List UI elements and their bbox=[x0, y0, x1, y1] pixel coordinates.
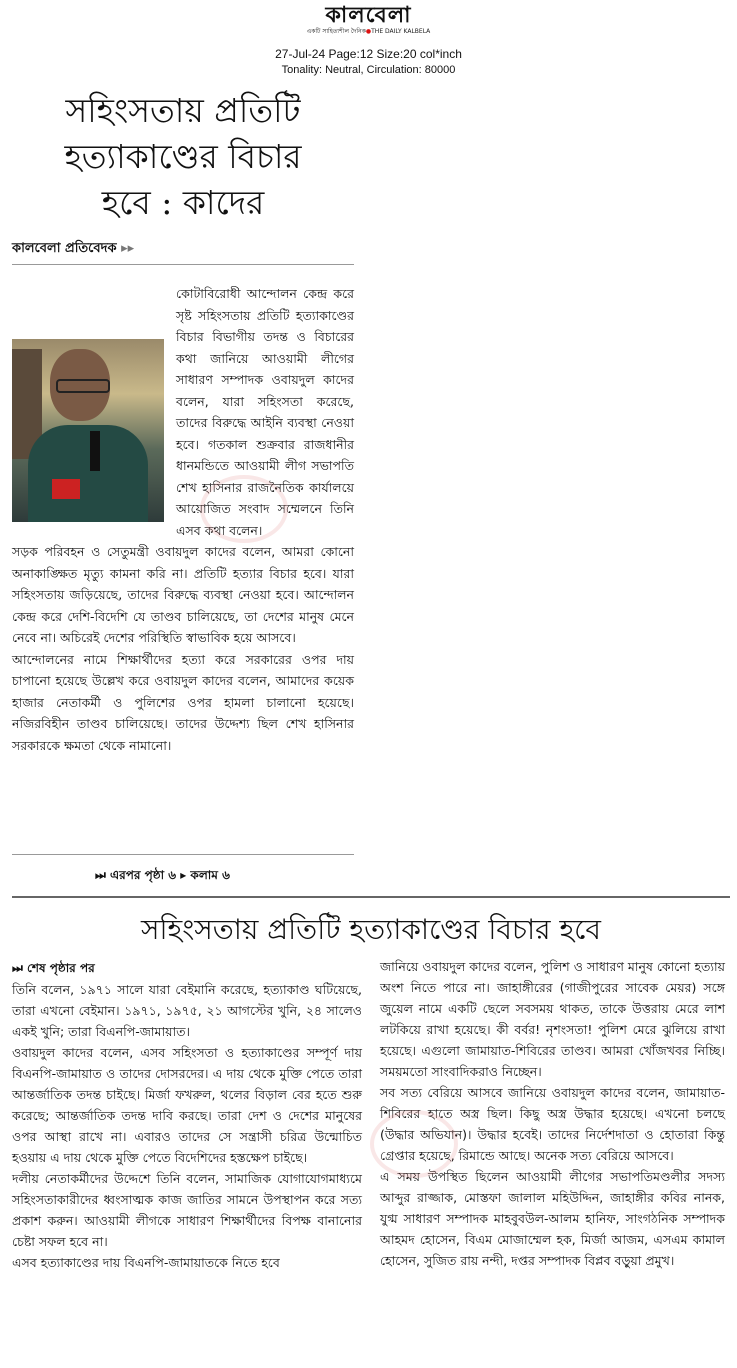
article-paragraph: আন্দোলনের নামে শিক্ষার্থীদের হত্যা করে সরকারের ওপর দায় চাপানো হয়েছে উল্লেখ করে ওবায়দুল কাদের বলেন, আমাদের কয়েক হাজার নেতাকর্মী ও পুলিশের ওপর হামলা চালানো হয়েছে। নজিরবিহীন তাণ্ডব চালিয়েছে। তাদের উদ্দেশ্য ছিল শেখ হাসিনার সরকারকে ক্ষমতা থেকে নামানো। bbox=[12, 651, 354, 753]
masthead bbox=[0, 2, 737, 36]
clipping-meta-line2: Tonality: Neutral, Circulation: 80000 bbox=[281, 64, 456, 76]
continued-on-label: ⏭ এরপর পৃষ্ঠা ৬ ▸ কলাম ৬ bbox=[95, 868, 230, 882]
newspaper-tagline: একটি সাহিত্যশীল দৈনিক●THE DAILY KALBELA bbox=[306, 28, 431, 35]
byline-divider bbox=[12, 264, 354, 265]
article-headline: সহিংসতায় প্রতিটি হত্যাকাণ্ডের বিচার হবে : কাদের bbox=[64, 91, 302, 222]
article-paragraph: সড়ক পরিবহন ও সেতুমন্ত্রী ওবায়দুল কাদের বলেন, আমরা কোনো অনাকাঙ্ক্ষিত মৃত্যু কামনা করি না। প্রতিটি হত্যার বিচার হবে। যারা সহিংসতায় জড়িয়েছে, তাদের বিরুদ্ধে ব্যবস্থা নেওয়া হবে। আন্দোলন কেন্দ্র করে দেশি-বিদেশি যে তাণ্ডব চালিয়েছে, তা দেশের মানুষ মেনে নেবে না। অচিরেই দেশের পরিস্থিতি স্বাভাবিক হয়ে আসবে। bbox=[12, 544, 354, 645]
continuation-paragraph: দলীয় নেতাকর্মীদের উদ্দেশে তিনি বলেন, সামাজিক যোগাযোগমাধ্যমে সহিংসতাকারীদের ধ্বংসাত্মক কাজ জাতির সামনে উপস্থাপন করে সত্য প্রকাশ করুন। আওয়ামী লীগকে সাধারণ শিক্ষার্থীদের বিপক্ষ বানানোর চেষ্টা সফল হবে না। bbox=[12, 1171, 362, 1249]
continuation-paragraph: জানিয়ে ওবায়দুল কাদের বলেন, পুলিশ ও সাধারণ মানুষ কোনো হত্যায় অংশ নিতে পারে না। জাহাঙ্গীরের (গাজীপুরের সাবেক মেয়র) সঙ্গে জুয়েল নামে একটি ছেলে সবসময় থাকত, তাকে উত্তরায় মেরে লাশ লটকিয়ে রাখা হয়েছে। কী বর্বর! নৃশংসতা! পুলিশ মেরে ঝুলিয়ে রাখা হয়েছে। এগুলো জামায়াত-শিবিরের তাণ্ডব। আমরা খোঁজখবর নিচ্ছি। সময়মতো সাংবাদিকরাও নিচ্ছেন। bbox=[380, 959, 725, 1079]
continued-divider-top bbox=[12, 854, 354, 855]
continuation-paragraph: তিনি বলেন, ১৯৭১ সালে যারা বেইমানি করেছে, হত্যাকাণ্ড ঘটিয়েছে, তারা এখনো বেইমান। ১৯৭১, ১৯৭৫, ২১ আগস্টের খুনি, ২৪ সালেও একই খুনি; তারা বিএনপি-জামায়াত। bbox=[12, 982, 362, 1039]
continuation-headline: সহিংসতায় প্রতিটি হত্যাকাণ্ডের বিচার হবে bbox=[140, 913, 601, 946]
watermark-logo bbox=[200, 475, 288, 543]
continuation-paragraph: এ সময় উপস্থিত ছিলেন আওয়ামী লীগের সভাপতিমণ্ডলীর সদস্য আব্দুর রাজ্জাক, মোস্তফা জালাল মহিউদ্দিন, জাহাঙ্গীর কবির নানক, যুগ্ম সাধারণ সম্পাদক মাহবুবউল-আলম হানিফ, সাংগঠনিক সম্পাদক আহমদ হোসেন, বিএম মোজাম্মেল হক, মির্জা আজম, এসএম কামাল হোসেন, সুজিত রায় নন্দী, দপ্তর সম্পাদক বিপ্লব বড়ুয়া প্রমুখ। bbox=[380, 1169, 725, 1268]
continuation-paragraph: সব সত্য বেরিয়ে আসবে জানিয়ে ওবায়দুল কাদের বলেন, জামায়াত-শিবিরের হাতে অস্ত্র ছিল। কিছু অস্ত্র উদ্ধার হয়েছে। এখনো চলছে (উদ্ধার অভিযান)। উদ্ধার হবেই। তাদের নির্দেশদাতা ও হোতারা কিন্তু গ্রেপ্তার হয়েছে, রিমান্ডে আছে। অনেক সত্য বেরিয়ে আসবে। bbox=[380, 1085, 725, 1163]
section-divider bbox=[12, 896, 730, 898]
speaker-photo bbox=[12, 339, 164, 522]
continuation-paragraph: ওবায়দুল কাদের বলেন, এসব সহিংসতা ও হত্যাকাণ্ডের সম্পূর্ণ দায় বিএনপি-জামায়াত ও তাদের দোসরদের। এ দায় থেকে মুক্তি পেতে তারা আন্তর্জাতিক তদন্ত চাইছে। মির্জা ফখরুল, থলের বিড়াল বের হতে শুরু করেছে; আন্তর্জাতিক তদন্ত দাবি করছে। তারা দেশ ও দেশের মানুষের ওপর আস্থা রাখে না। এবারও তাদের সে সন্ত্রাসী চরিত্র উন্মোচিত হওয়ায় এ দায় থেকে মুক্তি পেতে বিদেশিদের হস্তক্ষেপ চাইছে। bbox=[12, 1045, 362, 1165]
continued-from-label: ⏭ শেষ পৃষ্ঠার পর bbox=[12, 961, 95, 975]
continuation-paragraph: এসব হত্যাকাণ্ডের দায় বিএনপি-জামায়াতকে নিতে হবে bbox=[12, 1255, 280, 1270]
article-paragraph: কোটাবিরোধী আন্দোলন কেন্দ্র করে সৃষ্ট সহিংসতায় প্রতিটি হত্যাকাণ্ডের বিচার বিভাগীয় তদন্ত ও বিচারের কথা জানিয়ে আওয়ামী লীগের সাধারণ সম্পাদক ওবায়দুল কাদের বলেন, যারা সহিংসতা করেছে, তাদের বিরুদ্ধে আইনি ব্যবস্থা নেওয়া হবে। গতকাল শুক্রবার রাজধানীর ধানমন্ডিতে আওয়ামী লীগ সভাপতি শেখ হাসিনার রাজনৈতিক কার্যালয়ে আয়োজিত সংবাদ সম্মেলনে তিনি এসব কথা বলেন। bbox=[12, 283, 354, 541]
clipping-meta-line1: 27-Jul-24 Page:12 Size:20 col*inch bbox=[275, 47, 462, 61]
article-byline: কালবেলা প্রতিবেদক ▸▸ bbox=[12, 241, 135, 256]
newspaper-logo: কালবেলা bbox=[325, 2, 412, 28]
byline-arrow-icon: ▸▸ bbox=[121, 241, 135, 256]
watermark-logo bbox=[370, 1110, 458, 1178]
article-body bbox=[12, 283, 354, 756]
continuation-left-column bbox=[12, 958, 362, 1273]
